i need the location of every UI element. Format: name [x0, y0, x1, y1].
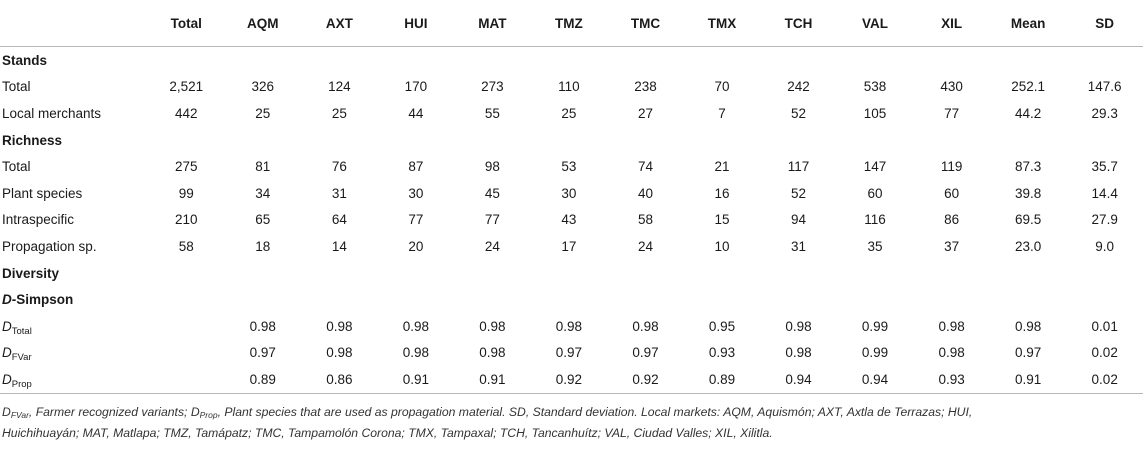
table-cell: 60 [867, 185, 883, 201]
table-cell: 119 [940, 159, 963, 175]
table-row [0, 366, 1143, 393]
table-cell: 105 [863, 105, 887, 121]
table-cell: 147 [863, 159, 887, 175]
table-cell: 94 [791, 212, 807, 228]
table-cell: 252.1 [1011, 79, 1045, 95]
table-cell: 65 [255, 212, 271, 228]
table-cell: 20 [408, 238, 424, 254]
table-cell: 23.0 [1014, 238, 1042, 254]
table-cell: 31 [791, 238, 807, 254]
header-row [0, 0, 1143, 47]
row-label: Intraspecific [2, 212, 75, 228]
table-cell: 17 [561, 238, 577, 254]
table-cell: 74 [637, 159, 653, 175]
row-label: Plant species [2, 185, 83, 201]
table-cell: 538 [863, 79, 887, 95]
section-title: Richness [2, 132, 63, 148]
table-cell: 45 [484, 185, 500, 201]
d-letter: D [2, 318, 12, 334]
table-cell: 21 [714, 159, 730, 175]
table-cell: 0.92 [531, 366, 608, 393]
table-cell: 326 [251, 79, 275, 95]
row-label: Total [2, 79, 31, 95]
table-cell-empty [148, 340, 225, 367]
table-cell: 273 [481, 79, 504, 95]
table-cell: 35.7 [1091, 159, 1118, 175]
table-cell: 0.89 [684, 366, 761, 393]
table-cell: 0.95 [708, 318, 736, 334]
table-cell: 0.98 [938, 318, 965, 334]
table-cell: 44 [408, 105, 424, 121]
table-row [0, 74, 1143, 101]
table-cell: 0.93 [708, 345, 736, 361]
table-cell: 0.98 [785, 318, 812, 334]
table-cell: 39.8 [1014, 185, 1042, 201]
table-cell-empty [148, 313, 225, 340]
table-cell: 58 [178, 238, 194, 254]
row-label [0, 366, 148, 393]
table-cell: 0.92 [607, 366, 684, 393]
table-cell: 29.3 [1091, 105, 1118, 121]
row-label: Local merchants [2, 105, 102, 121]
table-cell: 442 [175, 105, 198, 121]
table-cell: 0.98 [1014, 318, 1042, 334]
table-cell: 0.98 [555, 318, 583, 334]
table-cell: 0.97 [249, 345, 276, 361]
table-cell: 0.97 [1014, 345, 1042, 361]
table-row [0, 233, 1143, 260]
table-cell: 60 [944, 185, 960, 201]
section-row-diversity [0, 260, 1143, 287]
table-row [0, 313, 1143, 340]
table-cell: 30 [561, 185, 577, 201]
row-label [0, 340, 148, 367]
table-cell: 0.91 [990, 366, 1067, 393]
table-cell: 275 [175, 159, 198, 175]
row-label [0, 313, 148, 340]
table-cell: 147.6 [1087, 79, 1122, 95]
footnote-text: , Farmer recognized variants; [28, 405, 191, 419]
header-cell [0, 0, 148, 47]
table-row [0, 340, 1143, 367]
table-cell: 0.98 [479, 345, 506, 361]
header-cell: Mean [990, 0, 1067, 47]
table-cell: 24 [484, 238, 500, 254]
table-cell: 116 [864, 212, 886, 228]
table-row [0, 100, 1143, 127]
table-cell: 87.3 [1014, 159, 1042, 175]
table-cell: 87 [408, 159, 424, 175]
table-cell: 81 [255, 159, 271, 175]
table-cell: 0.99 [861, 345, 889, 361]
table-cell: 0.98 [785, 345, 812, 361]
row-label: Propagation sp. [2, 238, 97, 254]
table-cell: 16 [714, 185, 730, 201]
table-cell: 10 [714, 238, 730, 254]
table-cell: 77 [944, 105, 960, 121]
footnote-text: , Plant species that are used as propagation material. SD, Standard deviation. Local markets: AQM, Aquismón; AXT, Axtla de Terrazas; HUI, [217, 405, 973, 419]
table-cell: 55 [484, 105, 500, 121]
table-cell: 0.97 [555, 345, 583, 361]
header-cell: TMC [607, 0, 684, 47]
d-subscript: Prop [11, 378, 32, 390]
footnote-sub: FVar [10, 410, 29, 420]
table-cell: 0.94 [760, 366, 837, 393]
header-cell: TCH [760, 0, 837, 47]
table-cell: 24 [637, 238, 653, 254]
table-cell: 77 [484, 212, 500, 228]
table-cell: 52 [791, 105, 807, 121]
table-cell: 242 [787, 79, 810, 95]
table-cell: 7 [718, 105, 726, 121]
section-row-stands [0, 47, 1143, 74]
table-cell: 0.98 [402, 318, 429, 334]
header-cell: XIL [913, 0, 990, 47]
table-cell: 110 [558, 79, 580, 95]
table-cell: 210 [175, 212, 198, 228]
section-title: Stands [2, 52, 48, 68]
table-cell: 25 [561, 105, 577, 121]
table-cell: 86 [944, 212, 960, 228]
header-cell: TMZ [531, 0, 608, 47]
header-cell: Total [148, 0, 225, 47]
section-row-richness [0, 127, 1143, 154]
table-cell: 170 [404, 79, 428, 95]
table-cell: 27 [637, 105, 653, 121]
table-cell: 30 [408, 185, 424, 201]
section-title-rest: -Simpson [11, 292, 74, 308]
table-cell: 430 [940, 79, 963, 95]
table-cell: 40 [637, 185, 653, 201]
table-cell: 69.5 [1014, 212, 1042, 228]
section-title: Diversity [2, 265, 60, 281]
header-cell: VAL [837, 0, 914, 47]
table-cell: 0.98 [249, 318, 276, 334]
header-cell: TMX [684, 0, 761, 47]
header-cell: MAT [454, 0, 531, 47]
table-cell: 64 [331, 212, 347, 228]
d-subscript: FVar [11, 352, 32, 364]
header-cell: AQM [225, 0, 302, 47]
table-cell: 58 [637, 212, 653, 228]
table-cell: 0.98 [479, 318, 506, 334]
table-cell: 77 [408, 212, 424, 228]
table-cell: 0.91 [378, 366, 455, 393]
section-title [0, 286, 1143, 313]
table-cell: 31 [331, 185, 347, 201]
table-cell: 0.99 [861, 318, 889, 334]
d-letter: D [2, 345, 12, 361]
table-cell: 0.01 [1091, 318, 1118, 334]
table-cell: 0.02 [1091, 345, 1118, 361]
table-cell: 98 [484, 159, 500, 175]
table-cell: 117 [787, 159, 810, 175]
footnote-sub: Prop [199, 410, 218, 420]
table-cell: 34 [255, 185, 271, 201]
d-letter: D [2, 292, 12, 308]
d-letter: D [2, 371, 12, 387]
table-cell: 37 [944, 238, 960, 254]
table-cell: 0.89 [225, 366, 302, 393]
table-cell: 0.98 [326, 345, 353, 361]
table-cell: 0.94 [837, 366, 914, 393]
table-cell: 0.98 [632, 318, 659, 334]
footnote-d: D [2, 405, 11, 419]
table-cell: 9.0 [1095, 238, 1115, 254]
table-cell: 0.91 [454, 366, 531, 393]
table-cell: 124 [328, 79, 351, 95]
header-cell: SD [1066, 0, 1143, 47]
table-row [0, 153, 1143, 180]
table-cell: 0.98 [402, 345, 429, 361]
table-cell: 0.86 [301, 366, 378, 393]
footnote-d: D [190, 405, 200, 419]
table-cell: 53 [561, 159, 577, 175]
table-cell: 27.9 [1091, 212, 1118, 228]
table-row [0, 180, 1143, 207]
table-cell-empty [148, 366, 225, 393]
table-cell: 0.97 [632, 345, 659, 361]
table-cell: 238 [634, 79, 657, 95]
table-cell: 15 [714, 212, 730, 228]
table-cell: 76 [331, 159, 347, 175]
table-cell: 99 [178, 185, 194, 201]
header-cell: HUI [378, 0, 455, 47]
table-cell: 25 [255, 105, 271, 121]
d-subscript: Total [11, 325, 32, 337]
table-footnote [2, 402, 1138, 443]
table-cell: 0.02 [1066, 366, 1143, 393]
table-row [0, 207, 1143, 234]
table-cell: 0.98 [938, 345, 965, 361]
table-cell: 70 [714, 79, 730, 95]
table-cell: 14.4 [1091, 185, 1118, 201]
table-cell: 44.2 [1014, 105, 1042, 121]
table-cell: 25 [331, 105, 347, 121]
row-label: Total [2, 159, 31, 175]
header-cell: AXT [301, 0, 378, 47]
footnote-line-2: Huichihuayán; MAT, Matlapa; TMZ, Tamápatz; TMC, Tampamolón Corona; TMX, Tampaxal; TCH, Tancanhuítz; VAL, Ciudad Valles; XIL, Xilitla. [2, 426, 773, 440]
table-cell: 35 [867, 238, 883, 254]
section-row-dsimpson [0, 286, 1143, 313]
table-cell: 52 [791, 185, 807, 201]
footnote-line-1 [2, 402, 1138, 423]
table-cell: 14 [331, 238, 347, 254]
table-cell: 43 [561, 212, 577, 228]
table-cell: 0.93 [913, 366, 990, 393]
table-cell: 0.98 [326, 318, 353, 334]
table-cell: 2,521 [169, 79, 204, 95]
table-cell: 18 [255, 238, 271, 254]
